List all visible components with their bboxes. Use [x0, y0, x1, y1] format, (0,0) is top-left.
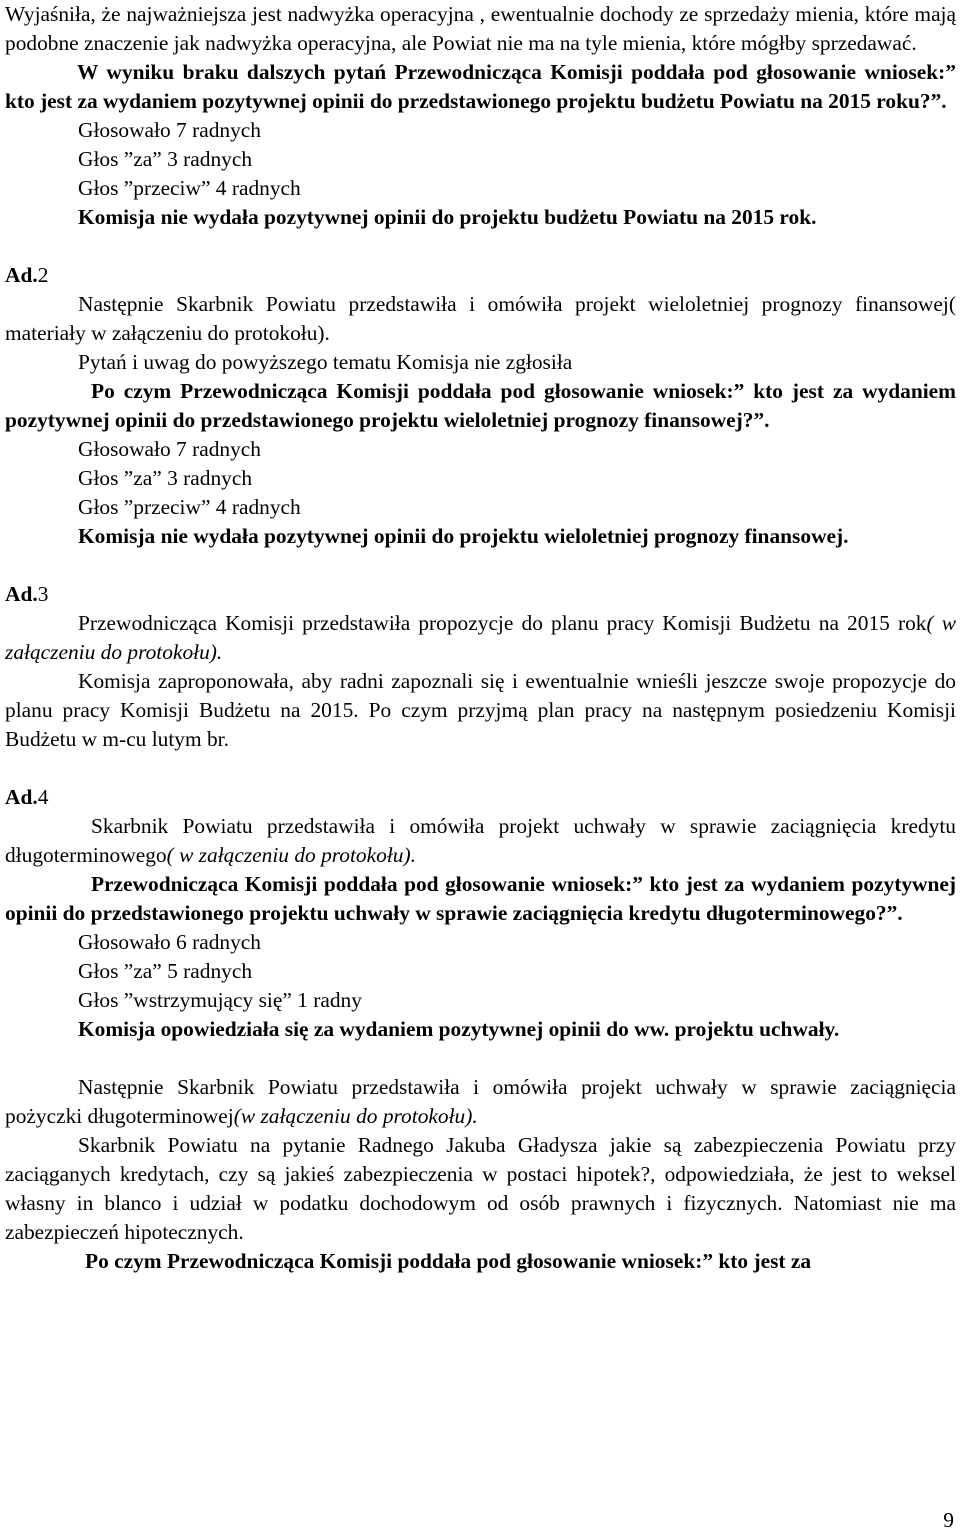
ad4-final-motion: Po czym Przewodnicząca Komisji poddała pod głosowanie wniosek:” kto jest za [85, 1249, 812, 1273]
ad4-collateral-paragraph: Skarbnik Powiatu na pytanie Radnego Jakuba Gładysza jakie są zabezpieczenia Powiatu przy zaciąganych kredytach, czy są jakieś zabezpieczenia w postaci hipotek?, odpowiedziała, że jest to weksel własny in blanco i udział w podatku dochodowym od osób prawnych i fizycznych. Natomiast nie ma zabezpieczeń hipotecznych. [5, 1133, 956, 1244]
ad3-paragraph: Przewodnicząca Komisji przedstawiła propozycje do planu pracy Komisji Budżetu na 2015 rok( w załączeniu do protokołu). [5, 611, 956, 664]
motion-budget: W wyniku braku dalszych pytań Przewodnicząca Komisji poddała pod głosowanie wniosek:” kto jest za wydaniem pozytywnej opinii do przedstawionego projektu budżetu Powiatu na 2015 roku?”. [5, 60, 956, 113]
spacer [5, 754, 956, 783]
ad3-proposal: Komisja zaproponowała, aby radni zapoznali się i ewentualnie wnieśli jeszcze swoje propozycje do planu pracy Komisji Budżetu na 2015. Po czym przyjmą plan pracy na następnym posiedzeniu Komisji Budżetu w m-cu lutym br. [5, 669, 956, 751]
ad2-motion: Po czym Przewodnicząca Komisji poddała pod głosowanie wniosek:” kto jest za wydaniem pozytywnej opinii do przedstawionego projektu wieloletniej prognozy finansowej?”. [5, 379, 956, 432]
paragraph-intro: Wyjaśniła, że najważniejsza jest nadwyżka operacyjna , ewentualnie dochody ze sprzedaży mienia, które mają podobne znaczenie jak nadwyżka operacyjna, ale Powiat nie ma na tyle mienia, które mógłby sprzedawać. [5, 2, 956, 55]
vote-against: Głos ”przeciw” 4 radnych [78, 176, 301, 200]
section-heading-ad4: Ad.4 [5, 785, 49, 809]
ad4-vote-for: Głos ”za” 5 radnych [78, 959, 253, 983]
spacer [5, 1044, 956, 1073]
ad2-paragraph: Następnie Skarbnik Powiatu przedstawiła i omówiła projekt wieloletniej prognozy finansowej( materiały w załączeniu do protokołu). [5, 292, 956, 345]
section-heading-ad2: Ad.2 [5, 263, 49, 287]
ad2-vote-count: Głosowało 7 radnych [78, 437, 261, 461]
ad2-vote-for: Głos ”za” 3 radnych [78, 466, 253, 490]
ad4-motion: Przewodnicząca Komisji poddała pod głosowanie wniosek:” kto jest za wydaniem pozytywnej opinii do przedstawionego projektu uchwały w sprawie zaciągnięcia kredytu długoterminowego?”. [5, 872, 956, 925]
ad4-loan-paragraph: Następnie Skarbnik Powiatu przedstawiła i omówiła projekt uchwały w sprawie zaciągnięcia pożyczki długoterminowej(w załączeniu do protokołu). [5, 1075, 956, 1128]
ad2-no-questions: Pytań i uwag do powyższego tematu Komisja nie zgłosiła [78, 350, 573, 374]
ad2-vote-result: Komisja nie wydała pozytywnej opinii do projektu wieloletniej prognozy finansowej. [78, 524, 849, 548]
ad4-paragraph: Skarbnik Powiatu przedstawiła i omówiła projekt uchwały w sprawie zaciągnięcia kredytu długoterminowego( w załączeniu do protokołu). [5, 814, 956, 867]
ad2-vote-against: Głos ”przeciw” 4 radnych [78, 495, 301, 519]
vote-for: Głos ”za” 3 radnych [78, 147, 253, 171]
ad4-vote-count: Głosowało 6 radnych [78, 930, 261, 954]
document-page [5, 0, 956, 1276]
page-number: 9 [943, 1508, 954, 1532]
ad4-vote-result: Komisja opowiedziała się za wydaniem pozytywnej opinii do ww. projektu uchwały. [78, 1017, 840, 1041]
spacer [5, 551, 956, 580]
spacer [5, 232, 956, 261]
section-heading-ad3: Ad.3 [5, 582, 49, 606]
vote-count: Głosowało 7 radnych [78, 118, 261, 142]
ad4-vote-abstain: Głos ”wstrzymujący się” 1 radny [78, 988, 362, 1012]
vote-result: Komisja nie wydała pozytywnej opinii do projektu budżetu Powiatu na 2015 rok. [78, 205, 817, 229]
